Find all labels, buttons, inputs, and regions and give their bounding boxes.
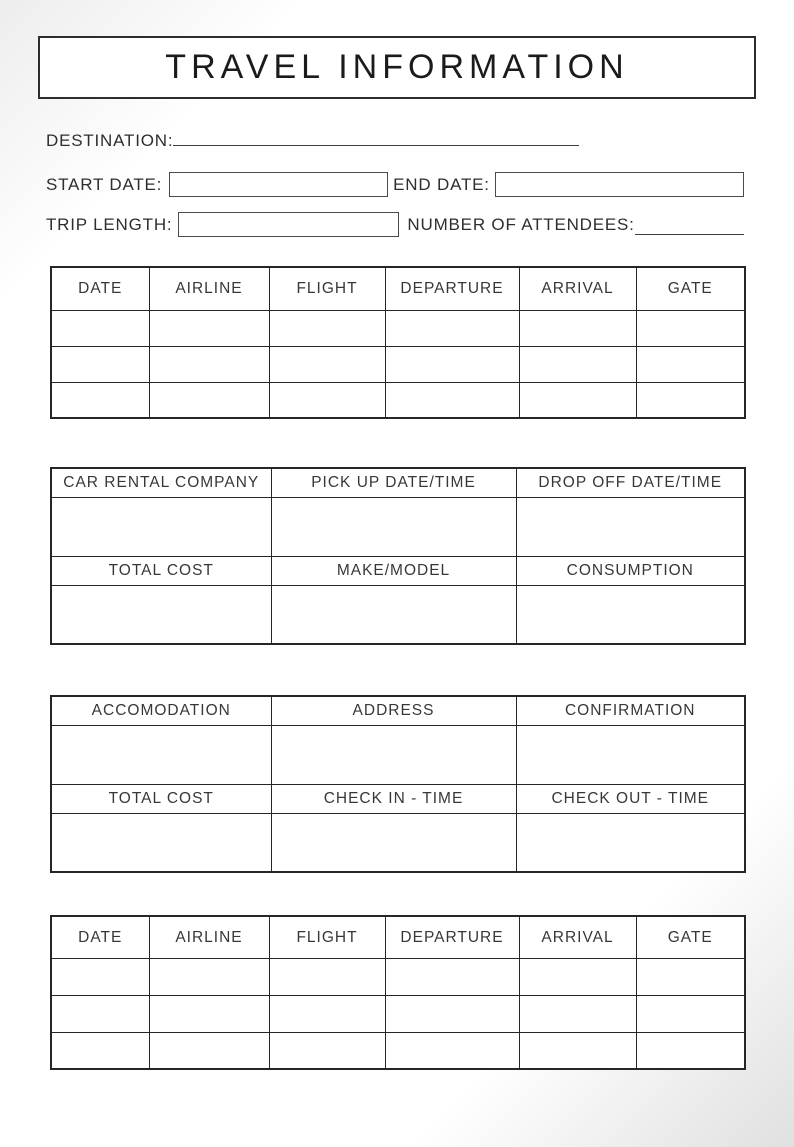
start-date-input[interactable] [169,172,388,197]
destination-row [46,126,744,151]
column-header-date: DATE [51,916,149,958]
flight-table-bottom [50,915,746,1070]
table-cell[interactable] [269,310,385,346]
column-header-make-model: MAKE/MODEL [271,556,516,585]
trip-length-label: TRIP LENGTH: [46,214,173,234]
table-cell[interactable] [636,958,745,995]
column-header-accommodation: ACCOMODATION [51,696,271,725]
table-cell[interactable] [519,1032,636,1069]
table-cell[interactable] [51,725,271,784]
table-cell[interactable] [516,813,745,872]
table-header-row [51,916,745,958]
table-cell[interactable] [149,310,269,346]
column-header-pick-up: PICK UP DATE/TIME [271,468,516,497]
table-cell[interactable] [519,382,636,418]
title-box [38,36,756,99]
table-row [51,585,745,644]
end-date-input[interactable] [495,172,744,197]
destination-label: DESTINATION: [46,131,174,150]
car-rental-table [50,467,746,645]
table-cell[interactable] [149,1032,269,1069]
section-gap [0,419,794,467]
column-header-address: ADDRESS [271,696,516,725]
column-header-departure: DEPARTURE [385,267,519,310]
table-row [51,958,745,995]
column-header-gate: GATE [636,267,745,310]
table-cell[interactable] [636,1032,745,1069]
table-row [51,346,745,382]
trip-length-input[interactable] [178,212,399,237]
column-header-date: DATE [51,267,149,310]
table-cell[interactable] [51,813,271,872]
table-cell[interactable] [271,497,516,556]
table-cell[interactable] [51,585,271,644]
table-cell[interactable] [385,310,519,346]
table-cell[interactable] [51,958,149,995]
column-header-check-in: CHECK IN - TIME [271,784,516,813]
table-cell[interactable] [385,346,519,382]
column-header-airline: AIRLINE [149,267,269,310]
table-row [51,725,745,784]
column-header-departure: DEPARTURE [385,916,519,958]
column-header-confirmation: CONFIRMATION [516,696,745,725]
attendees-field[interactable] [635,215,744,235]
table-cell[interactable] [269,1032,385,1069]
destination-field[interactable] [173,126,579,146]
table-row [51,995,745,1032]
column-header-flight: FLIGHT [269,916,385,958]
table-cell[interactable] [269,958,385,995]
table-header-row [51,784,745,813]
column-header-flight: FLIGHT [269,267,385,310]
table-cell[interactable] [149,346,269,382]
column-header-arrival: ARRIVAL [519,267,636,310]
table-cell[interactable] [636,995,745,1032]
dates-row [46,172,744,197]
column-header-total-cost: TOTAL COST [51,556,271,585]
table-cell[interactable] [519,958,636,995]
column-header-drop-off: DROP OFF DATE/TIME [516,468,745,497]
table-cell[interactable] [516,585,745,644]
table-cell[interactable] [519,995,636,1032]
table-cell[interactable] [149,995,269,1032]
table-cell[interactable] [149,958,269,995]
table-header-row [51,267,745,310]
table-cell[interactable] [269,995,385,1032]
start-date-label: START DATE: [46,174,163,194]
column-header-arrival: ARRIVAL [519,916,636,958]
end-date-label: END DATE: [393,174,490,194]
travel-information-page [0,36,794,1147]
table-row [51,310,745,346]
trip-length-row [46,212,744,237]
accommodation-table [50,695,746,873]
table-cell[interactable] [519,346,636,382]
table-cell[interactable] [385,958,519,995]
table-cell[interactable] [51,1032,149,1069]
table-cell[interactable] [385,995,519,1032]
table-cell[interactable] [519,310,636,346]
flight-table-top [50,266,746,419]
table-row [51,497,745,556]
table-cell[interactable] [149,382,269,418]
table-cell[interactable] [269,346,385,382]
column-header-total-cost: TOTAL COST [51,784,271,813]
table-cell[interactable] [636,382,745,418]
table-cell[interactable] [385,1032,519,1069]
table-cell[interactable] [269,382,385,418]
table-row [51,813,745,872]
table-header-row [51,696,745,725]
table-cell[interactable] [271,813,516,872]
column-header-check-out: CHECK OUT - TIME [516,784,745,813]
table-cell[interactable] [51,346,149,382]
section-gap [0,645,794,695]
attendees-label: NUMBER OF ATTENDEES: [407,214,635,234]
table-cell[interactable] [271,725,516,784]
section-gap [0,873,794,915]
table-cell[interactable] [636,310,745,346]
table-cell[interactable] [51,497,271,556]
table-row [51,382,745,418]
column-header-gate: GATE [636,916,745,958]
table-header-row [51,556,745,585]
table-cell[interactable] [516,497,745,556]
table-cell[interactable] [516,725,745,784]
table-cell[interactable] [385,382,519,418]
table-cell[interactable] [51,310,149,346]
table-cell[interactable] [51,382,149,418]
page-title: TRAVEL INFORMATION [165,48,629,86]
table-cell[interactable] [636,346,745,382]
table-header-row [51,468,745,497]
column-header-car-rental-company: CAR RENTAL COMPANY [51,468,271,497]
column-header-consumption: CONSUMPTION [516,556,745,585]
table-cell[interactable] [51,995,149,1032]
table-cell[interactable] [271,585,516,644]
table-row [51,1032,745,1069]
column-header-airline: AIRLINE [149,916,269,958]
